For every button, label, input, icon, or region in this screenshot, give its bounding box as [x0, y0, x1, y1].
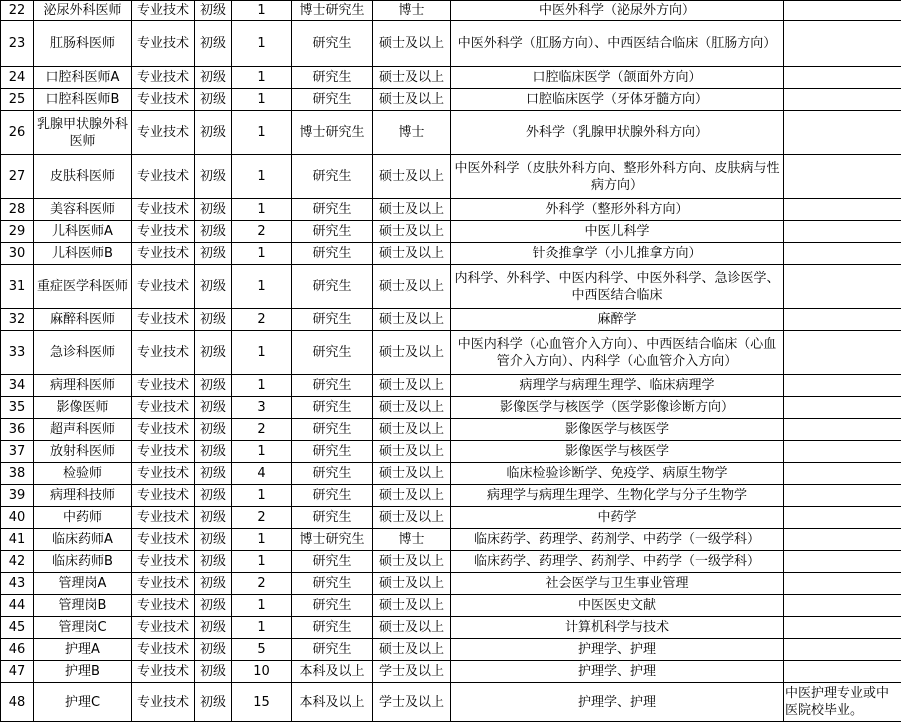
education-cell: 研究生 — [292, 21, 373, 67]
row-number-cell: 38 — [1, 463, 34, 485]
note-cell — [784, 21, 901, 67]
post-category-cell: 专业技术 — [132, 21, 195, 67]
table-row — [1, 551, 901, 573]
post-level-cell: 初级 — [195, 67, 232, 89]
headcount-cell: 1 — [232, 441, 292, 463]
degree-cell: 硕士及以上 — [373, 617, 451, 639]
major-cell: 口腔临床医学（牙体牙髓方向） — [451, 89, 784, 111]
education-cell: 研究生 — [292, 155, 373, 199]
note-cell — [784, 463, 901, 485]
headcount-cell: 1 — [232, 89, 292, 111]
degree-cell: 学士及以上 — [373, 683, 451, 722]
post-level-cell: 初级 — [195, 89, 232, 111]
post-category-cell: 专业技术 — [132, 661, 195, 683]
headcount-cell: 2 — [232, 573, 292, 595]
post-category-cell: 专业技术 — [132, 595, 195, 617]
headcount-cell: 4 — [232, 463, 292, 485]
post-category-cell: 专业技术 — [132, 419, 195, 441]
major-cell: 中医外科学（肛肠方向）、中西医结合临床（肛肠方向） — [451, 21, 784, 67]
note-cell: 中医护理专业或中医院校毕业。 — [784, 683, 901, 722]
major-cell: 中医儿科学 — [451, 221, 784, 243]
post-level-cell: 初级 — [195, 21, 232, 67]
note-cell — [784, 89, 901, 111]
post-level-cell: 初级 — [195, 573, 232, 595]
table-row — [1, 331, 901, 375]
headcount-cell: 2 — [232, 507, 292, 529]
note-cell — [784, 661, 901, 683]
major-cell: 中医外科学（泌尿外方向） — [451, 1, 784, 21]
table-body — [1, 1, 901, 722]
post-level-cell: 初级 — [195, 221, 232, 243]
row-number-cell: 31 — [1, 265, 34, 309]
note-cell — [784, 397, 901, 419]
degree-cell: 硕士及以上 — [373, 89, 451, 111]
headcount-cell: 2 — [232, 221, 292, 243]
table-row — [1, 21, 901, 67]
post-name-cell: 放射科医师 — [34, 441, 132, 463]
row-number-cell: 32 — [1, 309, 34, 331]
table-row — [1, 485, 901, 507]
education-cell: 研究生 — [292, 639, 373, 661]
headcount-cell: 1 — [232, 617, 292, 639]
major-cell: 护理学、护理 — [451, 639, 784, 661]
table-row — [1, 463, 901, 485]
post-level-cell: 初级 — [195, 617, 232, 639]
degree-cell: 硕士及以上 — [373, 419, 451, 441]
education-cell: 本科及以上 — [292, 683, 373, 722]
degree-cell: 硕士及以上 — [373, 551, 451, 573]
post-category-cell: 专业技术 — [132, 309, 195, 331]
note-cell — [784, 419, 901, 441]
post-name-cell: 超声科医师 — [34, 419, 132, 441]
post-category-cell: 专业技术 — [132, 529, 195, 551]
post-name-cell: 护理C — [34, 683, 132, 722]
education-cell: 研究生 — [292, 67, 373, 89]
table-row — [1, 375, 901, 397]
post-level-cell: 初级 — [195, 309, 232, 331]
education-cell: 研究生 — [292, 573, 373, 595]
post-level-cell: 初级 — [195, 639, 232, 661]
post-category-cell: 专业技术 — [132, 375, 195, 397]
post-category-cell: 专业技术 — [132, 221, 195, 243]
table-row — [1, 67, 901, 89]
table-row — [1, 89, 901, 111]
major-cell: 影像医学与核医学 — [451, 419, 784, 441]
table-row — [1, 111, 901, 155]
education-cell: 研究生 — [292, 265, 373, 309]
row-number-cell: 35 — [1, 397, 34, 419]
major-cell: 中医内科学（心血管介入方向）、中西医结合临床（心血管介入方向）、内科学（心血管介入方向） — [451, 331, 784, 375]
headcount-cell: 1 — [232, 199, 292, 221]
table-row — [1, 1, 901, 21]
post-name-cell: 泌尿外科医师 — [34, 1, 132, 21]
education-cell: 博士研究生 — [292, 529, 373, 551]
note-cell — [784, 243, 901, 265]
post-category-cell: 专业技术 — [132, 507, 195, 529]
headcount-cell: 1 — [232, 1, 292, 21]
post-level-cell: 初级 — [195, 463, 232, 485]
row-number-cell: 25 — [1, 89, 34, 111]
major-cell: 影像医学与核医学 — [451, 441, 784, 463]
education-cell: 研究生 — [292, 551, 373, 573]
row-number-cell: 48 — [1, 683, 34, 722]
post-category-cell: 专业技术 — [132, 67, 195, 89]
post-name-cell: 口腔科医师B — [34, 89, 132, 111]
degree-cell: 博士 — [373, 1, 451, 21]
note-cell — [784, 221, 901, 243]
headcount-cell: 1 — [232, 155, 292, 199]
education-cell: 研究生 — [292, 463, 373, 485]
post-name-cell: 管理岗C — [34, 617, 132, 639]
education-cell: 研究生 — [292, 375, 373, 397]
education-cell: 研究生 — [292, 507, 373, 529]
row-number-cell: 36 — [1, 419, 34, 441]
row-number-cell: 22 — [1, 1, 34, 21]
note-cell — [784, 199, 901, 221]
education-cell: 研究生 — [292, 331, 373, 375]
table-row — [1, 639, 901, 661]
post-category-cell: 专业技术 — [132, 463, 195, 485]
row-number-cell: 24 — [1, 67, 34, 89]
row-number-cell: 41 — [1, 529, 34, 551]
post-level-cell: 初级 — [195, 265, 232, 309]
major-cell: 中医医史文献 — [451, 595, 784, 617]
major-cell: 护理学、护理 — [451, 661, 784, 683]
table-row — [1, 199, 901, 221]
degree-cell: 硕士及以上 — [373, 639, 451, 661]
major-cell: 外科学（整形外科方向） — [451, 199, 784, 221]
degree-cell: 硕士及以上 — [373, 507, 451, 529]
table-row — [1, 573, 901, 595]
post-level-cell: 初级 — [195, 551, 232, 573]
table-row — [1, 507, 901, 529]
major-cell: 中药学 — [451, 507, 784, 529]
table-row — [1, 617, 901, 639]
note-cell — [784, 485, 901, 507]
post-level-cell: 初级 — [195, 529, 232, 551]
education-cell: 本科及以上 — [292, 661, 373, 683]
post-level-cell: 初级 — [195, 485, 232, 507]
row-number-cell: 44 — [1, 595, 34, 617]
row-number-cell: 33 — [1, 331, 34, 375]
degree-cell: 硕士及以上 — [373, 375, 451, 397]
row-number-cell: 39 — [1, 485, 34, 507]
education-cell: 研究生 — [292, 419, 373, 441]
table-row — [1, 221, 901, 243]
degree-cell: 硕士及以上 — [373, 463, 451, 485]
headcount-cell: 1 — [232, 485, 292, 507]
table-row — [1, 155, 901, 199]
major-cell: 内科学、外科学、中医内科学、中医外科学、急诊医学、中西医结合临床 — [451, 265, 784, 309]
headcount-cell: 1 — [232, 595, 292, 617]
degree-cell: 硕士及以上 — [373, 221, 451, 243]
post-level-cell: 初级 — [195, 661, 232, 683]
headcount-cell: 2 — [232, 419, 292, 441]
degree-cell: 硕士及以上 — [373, 243, 451, 265]
post-category-cell: 专业技术 — [132, 639, 195, 661]
post-name-cell: 管理岗A — [34, 573, 132, 595]
education-cell: 博士研究生 — [292, 1, 373, 21]
note-cell — [784, 441, 901, 463]
note-cell — [784, 111, 901, 155]
table-row — [1, 243, 901, 265]
degree-cell: 硕士及以上 — [373, 265, 451, 309]
major-cell: 临床药学、药理学、药剂学、中药学（一级学科） — [451, 551, 784, 573]
post-name-cell: 美容科医师 — [34, 199, 132, 221]
post-category-cell: 专业技术 — [132, 265, 195, 309]
education-cell: 研究生 — [292, 617, 373, 639]
post-level-cell: 初级 — [195, 243, 232, 265]
row-number-cell: 43 — [1, 573, 34, 595]
post-name-cell: 急诊科医师 — [34, 331, 132, 375]
headcount-cell: 1 — [232, 111, 292, 155]
degree-cell: 硕士及以上 — [373, 573, 451, 595]
post-name-cell: 护理B — [34, 661, 132, 683]
table-row — [1, 265, 901, 309]
post-name-cell: 病理科技师 — [34, 485, 132, 507]
post-level-cell: 初级 — [195, 111, 232, 155]
note-cell — [784, 551, 901, 573]
headcount-cell: 1 — [232, 21, 292, 67]
row-number-cell: 46 — [1, 639, 34, 661]
degree-cell: 硕士及以上 — [373, 199, 451, 221]
row-number-cell: 27 — [1, 155, 34, 199]
table-row — [1, 309, 901, 331]
headcount-cell: 1 — [232, 529, 292, 551]
post-name-cell: 乳腺甲状腺外科医师 — [34, 111, 132, 155]
note-cell — [784, 617, 901, 639]
major-cell: 病理学与病理生理学、生物化学与分子生物学 — [451, 485, 784, 507]
row-number-cell: 23 — [1, 21, 34, 67]
degree-cell: 硕士及以上 — [373, 595, 451, 617]
post-name-cell: 口腔科医师A — [34, 67, 132, 89]
major-cell: 临床检验诊断学、免疫学、病原生物学 — [451, 463, 784, 485]
row-number-cell: 47 — [1, 661, 34, 683]
major-cell: 计算机科学与技术 — [451, 617, 784, 639]
education-cell: 研究生 — [292, 243, 373, 265]
note-cell — [784, 155, 901, 199]
post-name-cell: 儿科医师A — [34, 221, 132, 243]
post-level-cell: 初级 — [195, 441, 232, 463]
degree-cell: 硕士及以上 — [373, 441, 451, 463]
table-row — [1, 441, 901, 463]
post-category-cell: 专业技术 — [132, 485, 195, 507]
table-row — [1, 595, 901, 617]
row-number-cell: 26 — [1, 111, 34, 155]
post-level-cell: 初级 — [195, 199, 232, 221]
education-cell: 研究生 — [292, 221, 373, 243]
post-level-cell: 初级 — [195, 375, 232, 397]
major-cell: 针灸推拿学（小儿推拿方向） — [451, 243, 784, 265]
post-category-cell: 专业技术 — [132, 573, 195, 595]
education-cell: 研究生 — [292, 441, 373, 463]
post-category-cell: 专业技术 — [132, 243, 195, 265]
post-category-cell: 专业技术 — [132, 683, 195, 722]
post-category-cell: 专业技术 — [132, 89, 195, 111]
headcount-cell: 1 — [232, 551, 292, 573]
major-cell: 护理学、护理 — [451, 683, 784, 722]
post-name-cell: 临床药师A — [34, 529, 132, 551]
post-category-cell: 专业技术 — [132, 617, 195, 639]
post-name-cell: 儿科医师B — [34, 243, 132, 265]
degree-cell: 博士 — [373, 111, 451, 155]
post-level-cell: 初级 — [195, 683, 232, 722]
note-cell — [784, 529, 901, 551]
row-number-cell: 29 — [1, 221, 34, 243]
note-cell — [784, 331, 901, 375]
row-number-cell: 28 — [1, 199, 34, 221]
post-name-cell: 病理科医师 — [34, 375, 132, 397]
post-category-cell: 专业技术 — [132, 551, 195, 573]
headcount-cell: 2 — [232, 309, 292, 331]
post-category-cell: 专业技术 — [132, 397, 195, 419]
post-category-cell: 专业技术 — [132, 155, 195, 199]
education-cell: 研究生 — [292, 199, 373, 221]
post-level-cell: 初级 — [195, 155, 232, 199]
row-number-cell: 40 — [1, 507, 34, 529]
headcount-cell: 1 — [232, 265, 292, 309]
major-cell: 临床药学、药理学、药剂学、中药学（一级学科） — [451, 529, 784, 551]
post-level-cell: 初级 — [195, 1, 232, 21]
degree-cell: 硕士及以上 — [373, 67, 451, 89]
headcount-cell: 1 — [232, 331, 292, 375]
row-number-cell: 34 — [1, 375, 34, 397]
post-name-cell: 肛肠科医师 — [34, 21, 132, 67]
major-cell: 口腔临床医学（颌面外方向） — [451, 67, 784, 89]
note-cell — [784, 573, 901, 595]
post-name-cell: 皮肤科医师 — [34, 155, 132, 199]
headcount-cell: 1 — [232, 243, 292, 265]
note-cell — [784, 507, 901, 529]
education-cell: 研究生 — [292, 485, 373, 507]
degree-cell: 硕士及以上 — [373, 485, 451, 507]
post-name-cell: 临床药师B — [34, 551, 132, 573]
degree-cell: 学士及以上 — [373, 661, 451, 683]
post-name-cell: 管理岗B — [34, 595, 132, 617]
major-cell: 中医外科学（皮肤外科方向、整形外科方向、皮肤病与性病方向） — [451, 155, 784, 199]
post-category-cell: 专业技术 — [132, 441, 195, 463]
headcount-cell: 1 — [232, 375, 292, 397]
degree-cell: 硕士及以上 — [373, 21, 451, 67]
post-category-cell: 专业技术 — [132, 199, 195, 221]
post-level-cell: 初级 — [195, 595, 232, 617]
note-cell — [784, 67, 901, 89]
major-cell: 病理学与病理生理学、临床病理学 — [451, 375, 784, 397]
table-row — [1, 397, 901, 419]
post-name-cell: 护理A — [34, 639, 132, 661]
post-category-cell: 专业技术 — [132, 331, 195, 375]
degree-cell: 硕士及以上 — [373, 397, 451, 419]
education-cell: 博士研究生 — [292, 111, 373, 155]
education-cell: 研究生 — [292, 595, 373, 617]
post-name-cell: 重症医学科医师 — [34, 265, 132, 309]
note-cell — [784, 265, 901, 309]
row-number-cell: 37 — [1, 441, 34, 463]
table-row — [1, 683, 901, 722]
major-cell: 影像医学与核医学（医学影像诊断方向） — [451, 397, 784, 419]
headcount-cell: 3 — [232, 397, 292, 419]
major-cell: 外科学（乳腺甲状腺外科方向） — [451, 111, 784, 155]
note-cell — [784, 309, 901, 331]
degree-cell: 硕士及以上 — [373, 331, 451, 375]
post-name-cell: 中药师 — [34, 507, 132, 529]
row-number-cell: 42 — [1, 551, 34, 573]
post-name-cell: 影像医师 — [34, 397, 132, 419]
headcount-cell: 15 — [232, 683, 292, 722]
table-row — [1, 529, 901, 551]
row-number-cell: 45 — [1, 617, 34, 639]
table-row — [1, 419, 901, 441]
degree-cell: 硕士及以上 — [373, 155, 451, 199]
headcount-cell: 5 — [232, 639, 292, 661]
education-cell: 研究生 — [292, 89, 373, 111]
post-name-cell: 麻醉科医师 — [34, 309, 132, 331]
post-name-cell: 检验师 — [34, 463, 132, 485]
note-cell — [784, 595, 901, 617]
note-cell — [784, 1, 901, 21]
education-cell: 研究生 — [292, 397, 373, 419]
note-cell — [784, 375, 901, 397]
post-category-cell: 专业技术 — [132, 1, 195, 21]
education-cell: 研究生 — [292, 309, 373, 331]
headcount-cell: 10 — [232, 661, 292, 683]
post-level-cell: 初级 — [195, 507, 232, 529]
headcount-cell: 1 — [232, 67, 292, 89]
major-cell: 麻醉学 — [451, 309, 784, 331]
post-level-cell: 初级 — [195, 397, 232, 419]
major-cell: 社会医学与卫生事业管理 — [451, 573, 784, 595]
note-cell — [784, 639, 901, 661]
table-row — [1, 661, 901, 683]
post-level-cell: 初级 — [195, 331, 232, 375]
row-number-cell: 30 — [1, 243, 34, 265]
degree-cell: 硕士及以上 — [373, 309, 451, 331]
post-category-cell: 专业技术 — [132, 111, 195, 155]
post-level-cell: 初级 — [195, 419, 232, 441]
degree-cell: 博士 — [373, 529, 451, 551]
